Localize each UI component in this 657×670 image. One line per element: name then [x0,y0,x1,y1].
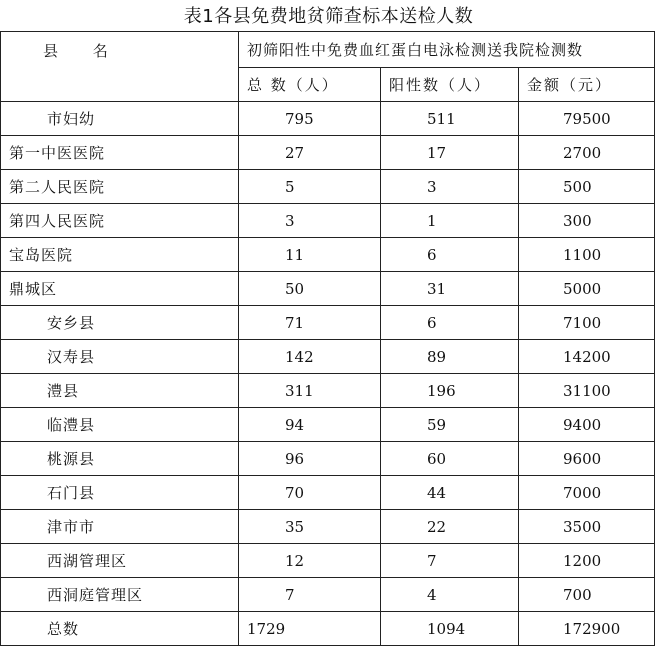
total-cell: 1729 [239,612,381,646]
amount-cell: 31100 [519,374,655,408]
amount-cell: 700 [519,578,655,612]
positive-cell: 4 [381,578,519,612]
amount-cell: 500 [519,170,655,204]
group-header: 初筛阳性中免费血红蛋白电泳检测送我院检测数 [239,32,655,68]
table-row [1,510,655,544]
table-body [1,102,655,646]
amount-header: 金额（元） [519,68,655,102]
table-row [1,578,655,612]
total-cell: 7 [239,578,381,612]
county-name-cell: 第一中医医院 [1,136,239,170]
amount-cell: 7000 [519,476,655,510]
county-name-cell: 石门县 [1,476,239,510]
positive-cell: 31 [381,272,519,306]
table-row [1,136,655,170]
table-row [1,306,655,340]
amount-cell: 1100 [519,238,655,272]
amount-cell: 5000 [519,272,655,306]
positive-cell: 7 [381,544,519,578]
total-cell: 35 [239,510,381,544]
table-row [1,204,655,238]
positive-cell: 6 [381,306,519,340]
amount-cell: 14200 [519,340,655,374]
county-name-cell: 汉寿县 [1,340,239,374]
total-cell: 142 [239,340,381,374]
total-cell: 3 [239,204,381,238]
county-name-cell: 鼎城区 [1,272,239,306]
total-cell: 27 [239,136,381,170]
positive-cell: 59 [381,408,519,442]
amount-cell: 2700 [519,136,655,170]
table-row [1,170,655,204]
positive-cell: 17 [381,136,519,170]
total-cell: 11 [239,238,381,272]
table-row [1,408,655,442]
total-cell: 12 [239,544,381,578]
table-row [1,238,655,272]
positive-cell: 44 [381,476,519,510]
table-row [1,612,655,646]
table-row [1,102,655,136]
total-cell: 5 [239,170,381,204]
total-cell: 71 [239,306,381,340]
county-name-cell: 西湖管理区 [1,544,239,578]
total-cell: 70 [239,476,381,510]
county-name-cell: 桃源县 [1,442,239,476]
screening-table [0,31,655,646]
positive-cell: 3 [381,170,519,204]
total-cell: 94 [239,408,381,442]
county-name-cell: 第四人民医院 [1,204,239,238]
county-name-cell: 宝岛医院 [1,238,239,272]
table-row [1,340,655,374]
amount-cell: 172900 [519,612,655,646]
table-row [1,544,655,578]
positive-cell: 6 [381,238,519,272]
amount-cell: 79500 [519,102,655,136]
positive-cell: 60 [381,442,519,476]
table-title: 表1各县免费地贫筛查标本送检人数 [183,6,474,27]
positive-cell: 1094 [381,612,519,646]
table-row [1,476,655,510]
county-name-cell: 总数 [1,612,239,646]
county-name-cell: 市妇幼 [1,102,239,136]
amount-cell: 3500 [519,510,655,544]
amount-cell: 300 [519,204,655,238]
county-name-cell: 西洞庭管理区 [1,578,239,612]
positive-cell: 511 [381,102,519,136]
total-header: 总 数（人） [239,68,381,102]
county-header: 县 名 [1,32,239,102]
county-name-cell: 第二人民医院 [1,170,239,204]
total-cell: 50 [239,272,381,306]
total-cell: 96 [239,442,381,476]
total-cell: 795 [239,102,381,136]
positive-cell: 1 [381,204,519,238]
county-name-cell: 津市市 [1,510,239,544]
table-row [1,374,655,408]
county-name-cell: 澧县 [1,374,239,408]
county-name-cell: 安乡县 [1,306,239,340]
amount-cell: 9600 [519,442,655,476]
positive-cell: 196 [381,374,519,408]
amount-cell: 1200 [519,544,655,578]
amount-cell: 7100 [519,306,655,340]
table-row [1,272,655,306]
table-row [1,442,655,476]
header-row-1 [1,32,655,68]
positive-cell: 89 [381,340,519,374]
amount-cell: 9400 [519,408,655,442]
positive-header: 阳性数（人） [381,68,519,102]
positive-cell: 22 [381,510,519,544]
county-name-cell: 临澧县 [1,408,239,442]
total-cell: 311 [239,374,381,408]
